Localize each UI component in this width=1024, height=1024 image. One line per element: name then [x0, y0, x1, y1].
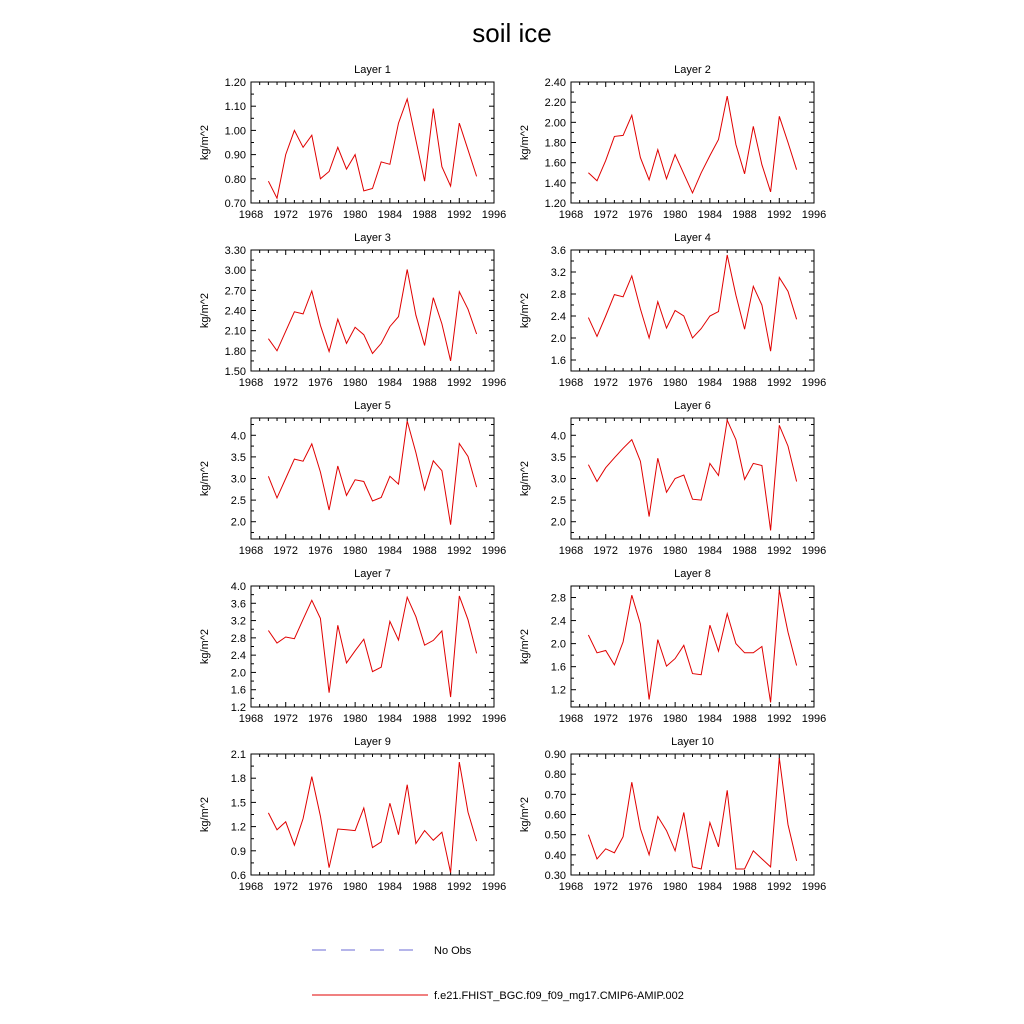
y-tick-label: 1.6: [550, 661, 566, 674]
x-tick-label: 1972: [273, 881, 298, 893]
y-tick-label: 1.60: [544, 157, 566, 170]
x-tick-label: 1976: [628, 713, 653, 725]
x-tick-label: 1988: [412, 713, 437, 725]
x-tick-label: 1968: [558, 377, 584, 389]
y-tick-label: 3.2: [230, 615, 246, 628]
plot-frame: [571, 586, 814, 707]
y-tick-label: 2.4: [230, 650, 246, 663]
y-tick-label: 2.8: [550, 592, 566, 605]
x-tick-label: 1988: [732, 209, 757, 221]
series-line-1: [268, 596, 476, 697]
panel-title: Layer 9: [354, 736, 391, 748]
x-tick-label: 1988: [412, 377, 437, 389]
x-tick-label: 1988: [732, 713, 757, 725]
y-tick-label: 2.4: [550, 311, 566, 323]
x-tick-label: 1988: [412, 881, 437, 893]
panel-title: Layer 3: [354, 232, 391, 244]
y-tick-label: 1.2: [550, 684, 566, 697]
y-tick-label: 3.5: [230, 451, 246, 464]
x-tick-label: 1984: [697, 545, 723, 557]
y-tick-label: 0.60: [544, 809, 566, 822]
y-tick-label: 0.30: [544, 870, 566, 882]
x-tick-label: 1976: [308, 209, 333, 221]
y-tick-label: 3.0: [550, 473, 566, 486]
y-tick-label: 1.80: [224, 345, 246, 358]
panels: [199, 64, 826, 893]
y-axis-label: kg/m^2: [199, 124, 211, 161]
y-tick-label: 2.0: [550, 638, 566, 651]
series-line-1: [588, 758, 796, 869]
x-tick-label: 1984: [697, 377, 723, 389]
x-tick-label: 1996: [801, 713, 827, 725]
y-tick-label: 2.70: [224, 285, 246, 298]
plot-frame: [571, 754, 814, 875]
y-tick-label: 1.80: [544, 137, 566, 150]
y-tick-label: 2.0: [550, 516, 566, 529]
x-tick-label: 1968: [238, 713, 264, 725]
y-tick-label: 2.4: [550, 615, 566, 628]
x-tick-label: 1976: [628, 881, 653, 893]
y-tick-label: 0.9: [230, 845, 246, 858]
y-axis-label: kg/m^2: [199, 460, 211, 497]
x-tick-label: 1992: [767, 209, 792, 221]
x-tick-label: 1984: [697, 713, 723, 725]
y-tick-label: 4.0: [550, 430, 566, 443]
chart-panel-5: [199, 400, 506, 557]
chart-panel-6: [519, 400, 826, 557]
series-line-1: [588, 590, 796, 702]
x-tick-label: 1972: [273, 545, 298, 557]
y-axis-label: kg/m^2: [519, 460, 531, 497]
y-tick-label: 3.30: [224, 245, 246, 257]
legend-model-label: f.e21.FHIST_BGC.f09_f09_mg17.CMIP6-AMIP.002: [434, 990, 684, 1002]
x-tick-label: 1992: [767, 545, 792, 557]
series-line-1: [268, 762, 476, 873]
x-tick-label: 1988: [732, 545, 757, 557]
chart-panel-2: [519, 64, 826, 221]
x-tick-label: 1980: [342, 209, 368, 221]
x-tick-label: 1980: [662, 209, 688, 221]
x-tick-label: 1988: [412, 545, 437, 557]
x-tick-label: 1968: [558, 209, 584, 221]
x-tick-label: 1968: [558, 713, 584, 725]
y-tick-label: 3.0: [230, 473, 246, 486]
y-tick-label: 1.5: [230, 797, 246, 810]
y-tick-label: 1.20: [224, 77, 246, 89]
panel-title: Layer 6: [674, 400, 711, 412]
legend: [312, 945, 684, 1002]
x-tick-label: 1996: [481, 545, 507, 557]
y-axis-label: kg/m^2: [199, 628, 211, 665]
y-tick-label: 4.0: [230, 581, 246, 593]
figure-title: soil ice: [472, 18, 552, 48]
y-tick-label: 1.00: [224, 125, 246, 138]
series-line-1: [268, 421, 476, 525]
y-tick-label: 1.10: [224, 101, 246, 114]
x-tick-label: 1984: [377, 881, 403, 893]
y-tick-label: 2.8: [550, 289, 566, 301]
plot-frame: [571, 418, 814, 539]
x-tick-label: 1992: [767, 377, 792, 389]
x-tick-label: 1976: [308, 881, 333, 893]
y-axis-label: kg/m^2: [519, 292, 531, 329]
x-tick-label: 1968: [238, 209, 264, 221]
x-tick-label: 1992: [447, 881, 472, 893]
x-tick-label: 1972: [273, 209, 298, 221]
x-tick-label: 1972: [593, 881, 618, 893]
y-tick-label: 2.8: [230, 632, 246, 645]
plot-frame: [251, 586, 494, 707]
y-tick-label: 0.70: [224, 198, 246, 210]
y-tick-label: 0.40: [544, 849, 566, 862]
x-tick-label: 1984: [377, 545, 403, 557]
plot-frame: [251, 418, 494, 539]
y-tick-label: 0.80: [224, 173, 246, 186]
y-axis-label: kg/m^2: [519, 628, 531, 665]
x-tick-label: 1980: [662, 881, 688, 893]
x-tick-label: 1988: [412, 209, 437, 221]
chart-panel-8: [519, 568, 826, 725]
y-tick-label: 2.40: [544, 77, 566, 89]
panel-title: Layer 10: [671, 736, 714, 748]
x-tick-label: 1968: [558, 881, 584, 893]
x-tick-label: 1996: [481, 377, 507, 389]
y-axis-label: kg/m^2: [519, 796, 531, 833]
panel-title: Layer 5: [354, 400, 391, 412]
y-tick-label: 2.5: [230, 495, 246, 508]
chart-panel-10: [519, 736, 826, 893]
series-line-1: [588, 255, 796, 351]
y-tick-label: 0.50: [544, 829, 566, 842]
x-tick-label: 1976: [308, 545, 333, 557]
x-tick-label: 1996: [481, 209, 507, 221]
y-axis-label: kg/m^2: [199, 796, 211, 833]
x-tick-label: 1992: [447, 377, 472, 389]
y-tick-label: 1.6: [550, 355, 566, 367]
x-tick-label: 1968: [238, 545, 264, 557]
x-tick-label: 1968: [558, 545, 584, 557]
y-tick-label: 0.90: [224, 149, 246, 162]
y-tick-label: 0.6: [230, 870, 246, 882]
y-tick-label: 2.00: [544, 117, 566, 130]
y-tick-label: 0.90: [544, 749, 566, 761]
series-line-1: [268, 99, 476, 198]
x-tick-label: 1968: [238, 881, 264, 893]
x-tick-label: 1996: [481, 881, 507, 893]
y-tick-label: 2.20: [544, 97, 566, 110]
y-tick-label: 1.40: [544, 177, 566, 190]
x-tick-label: 1976: [628, 377, 653, 389]
y-tick-label: 2.0: [230, 667, 246, 680]
x-tick-label: 1980: [342, 881, 368, 893]
x-tick-label: 1980: [342, 545, 368, 557]
x-tick-label: 1992: [447, 713, 472, 725]
y-tick-label: 1.2: [230, 702, 246, 714]
y-tick-label: 2.10: [224, 325, 246, 338]
series-line-1: [588, 96, 796, 193]
y-tick-label: 1.6: [230, 684, 246, 697]
x-tick-label: 1972: [593, 545, 618, 557]
panel-title: Layer 7: [354, 568, 391, 580]
x-tick-label: 1976: [308, 713, 333, 725]
chart-panel-4: [519, 232, 826, 389]
x-tick-label: 1984: [697, 209, 723, 221]
y-tick-label: 2.5: [550, 495, 566, 508]
plot-frame: [571, 82, 814, 203]
chart-panel-1: [199, 64, 506, 221]
x-tick-label: 1988: [732, 881, 757, 893]
panel-title: Layer 1: [354, 64, 391, 76]
y-tick-label: 1.50: [224, 366, 246, 378]
x-tick-label: 1984: [377, 713, 403, 725]
x-tick-label: 1992: [447, 545, 472, 557]
plot-frame: [251, 754, 494, 875]
y-tick-label: 2.1: [230, 749, 246, 761]
y-axis-label: kg/m^2: [199, 292, 211, 329]
y-tick-label: 2.0: [550, 333, 566, 345]
series-line-1: [588, 420, 796, 530]
y-tick-label: 0.80: [544, 769, 566, 782]
y-tick-label: 3.6: [230, 598, 246, 611]
x-tick-label: 1992: [767, 713, 792, 725]
y-tick-label: 1.2: [230, 821, 246, 834]
y-tick-label: 1.20: [544, 198, 566, 210]
x-tick-label: 1996: [801, 545, 827, 557]
x-tick-label: 1984: [377, 377, 403, 389]
chart-panel-3: [199, 232, 506, 389]
chart-panel-7: [199, 568, 506, 725]
x-tick-label: 1972: [273, 713, 298, 725]
y-axis-label: kg/m^2: [519, 124, 531, 161]
x-tick-label: 1996: [801, 209, 827, 221]
panel-title: Layer 8: [674, 568, 711, 580]
x-tick-label: 1968: [238, 377, 264, 389]
y-tick-label: 2.0: [230, 516, 246, 529]
x-tick-label: 1988: [732, 377, 757, 389]
x-tick-label: 1984: [697, 881, 723, 893]
x-tick-label: 1996: [801, 377, 827, 389]
y-tick-label: 4.0: [230, 430, 246, 443]
y-tick-label: 1.8: [230, 773, 246, 786]
x-tick-label: 1976: [308, 377, 333, 389]
y-tick-label: 3.2: [550, 267, 566, 279]
x-tick-label: 1976: [628, 545, 653, 557]
y-tick-label: 0.70: [544, 789, 566, 802]
series-line-1: [268, 270, 476, 361]
x-tick-label: 1996: [481, 713, 507, 725]
x-tick-label: 1972: [593, 209, 618, 221]
x-tick-label: 1980: [662, 545, 688, 557]
panel-title: Layer 4: [674, 232, 711, 244]
y-tick-label: 3.00: [224, 265, 246, 278]
y-tick-label: 3.5: [550, 451, 566, 464]
x-tick-label: 1972: [593, 377, 618, 389]
x-tick-label: 1984: [377, 209, 403, 221]
x-tick-label: 1980: [342, 713, 368, 725]
x-tick-label: 1972: [593, 713, 618, 725]
chart-panel-9: [199, 736, 506, 893]
x-tick-label: 1996: [801, 881, 827, 893]
legend-no-obs-label: No Obs: [434, 945, 472, 957]
plot-frame: [251, 82, 494, 203]
panel-title: Layer 2: [674, 64, 711, 76]
x-tick-label: 1980: [662, 713, 688, 725]
x-tick-label: 1980: [662, 377, 688, 389]
x-tick-label: 1992: [767, 881, 792, 893]
y-tick-label: 2.40: [224, 305, 246, 318]
x-tick-label: 1992: [447, 209, 472, 221]
x-tick-label: 1980: [342, 377, 368, 389]
x-tick-label: 1972: [273, 377, 298, 389]
y-tick-label: 3.6: [550, 245, 566, 257]
x-tick-label: 1976: [628, 209, 653, 221]
